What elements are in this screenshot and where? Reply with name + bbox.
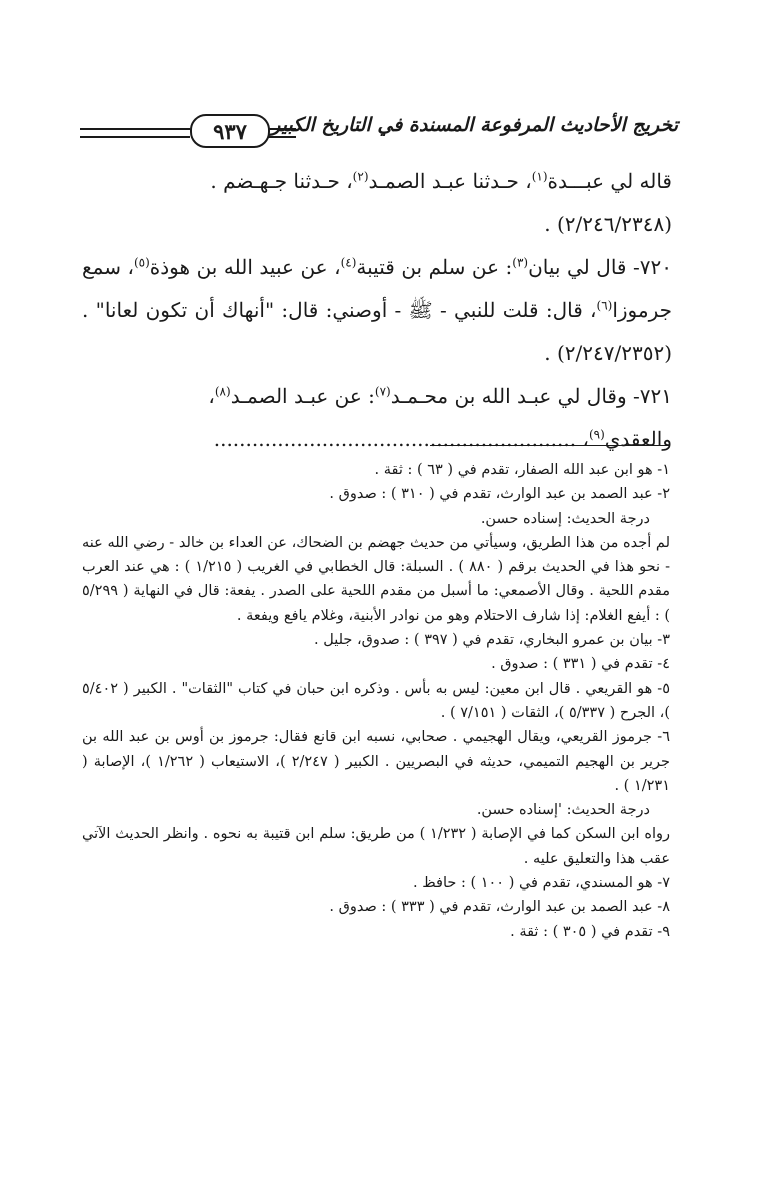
footnote-ref: (٣) [512, 255, 529, 270]
hadith-721: ٧٢١- وقال لي عبـد الله بن محـمـد$^{(٧)}$: عن عبـد الصمـد$^{(٨)}$، والعقدي$^{(٩)}$، ......................................................... [208, 384, 672, 451]
footnote-ref: (٤) [340, 255, 357, 270]
footnote-5: ٥- هو القريعي . قال ابن معين: ليس به بأس . وذكره ابن حبان في كتاب "الثقات" . الكبير ( ٥/٤٠٢ )، الجرح ( ٥/٣٣٧ )، الثقات ( ٧/١٥١ ) . [82, 680, 670, 721]
footnote-divider [430, 445, 670, 446]
footnote-6-commentary: رواه ابن السكن كما في الإصابة ( ١/٢٣٢ ) من طريق: سلم ابن قتيبة به نحوه . وانظر الحديث الآتي عقب هذا والتعليق عليه . [82, 826, 670, 867]
footnote-4: ٤- تقدم في ( ٣٣١ ) : صدوق . [491, 656, 670, 673]
continuation-dots: ......................................................... [213, 427, 577, 451]
footnote-1: ١- هو ابن عبد الله الصفار، تقدم في ( ٦٣ ) : ثقة . [374, 462, 670, 478]
footnote-ref: (٦) [596, 298, 613, 313]
footnote-6: ٦- جرموز القريعي، ويقال الهجيمي . صحابي، نسبه ابن قانع فقال: جرموز بن أوس بن عبد الله بن جرير بن الهجيم التميمي، حديثه في البصريين . الكبير ( ٢/٢٤٧ )، الاستيعاب ( ١/٢٦٢ )، الإصابة ( ١/٢٣١ ) . [82, 729, 670, 794]
footnote-ref: (٧) [374, 384, 391, 399]
footnote-2: ٢- عبد الصمد بن عبد الوارث، تقدم في ( ٣١٠ ) : صدوق . [329, 486, 670, 503]
footnote-3: ٣- بيان بن عمرو البخاري، تقدم في ( ٣٩٧ ) : صدوق، جليل . [314, 632, 670, 649]
footnote-2-commentary: لم أجده من هذا الطريق، وسيأتي من حديث جهضم بن الضحاك، عن العداء بن خالد - رضي الله عنه - نحو هذا في الحديث برقم ( ٨٨٠ ) . السبلة: قال الخطابي في الغريب ( ١/٢١٥ ) : هي عند العرب مقدم اللحية . وقال الأصمعي: ما أسبل من مقدم اللحية على الصدر . يفعة: قال في النهاية ( ٥/٢٩٩ ) : أيفع الغلام: إذا شارف الاحتلام وهو من نوادر الأبنية، وغلام يافع ويفعة . [82, 534, 670, 624]
footnotes [82, 458, 670, 944]
citation: (٢/٢٤٦/٢٣٤٨) . [544, 212, 672, 236]
header-rule [266, 128, 296, 138]
footnote-9: ٩- تقدم في ( ٣٠٥ ) : ثقة . [510, 923, 670, 940]
hadith-grade: درجة الحديث: إسناده حسن. [480, 510, 650, 527]
hadith-720: ٧٢٠- قال لي بيان$^{(٣)}$: عن سلم بن قتيبة$^{(٤)}$، عن عبيد الله بن هوذة$^{(٥)}$، سمع جرموزا$^{(٦)}$، قال: قلت للنبي - ﷺ - أوصني: قال: "أنهاك أن تكون لعانا" . (٢/٢٤٧/٢٣٥٢) . [82, 255, 672, 365]
footnote-ref: (١) [531, 169, 548, 184]
footnote-7: ٧- هو المسندي، تقدم في ( ١٠٠ ) : حافظ . [413, 875, 670, 892]
footnote-ref: (٢) [352, 169, 369, 184]
page-header [78, 108, 678, 152]
footnote-ref: (٥) [133, 255, 150, 270]
header-rule [80, 128, 190, 138]
footnote-ref: (٨) [214, 384, 231, 399]
footnote-8: ٨- عبد الصمد بن عبد الوارث، تقدم في ( ٣٣٣ ) : صدوق . [329, 899, 670, 916]
running-title: تخريج الأحاديث المرفوعة المسندة في التاريخ الكبير [271, 114, 678, 136]
main-text [82, 160, 672, 461]
paragraph-continuation: قاله لي عبـــدة$^{(١)}$، حـدثنا عبـد الصمـد$^{(٢)}$، حـدثنا جـهـضم . (٢/٢٤٦/٢٣٤٨) . [210, 169, 672, 236]
hadith-grade: درجة الحديث: 'إسناده حسن. [476, 802, 650, 819]
footnote-ref: (٩) [588, 427, 605, 442]
page-number-badge: ٩٣٧ [190, 114, 270, 148]
